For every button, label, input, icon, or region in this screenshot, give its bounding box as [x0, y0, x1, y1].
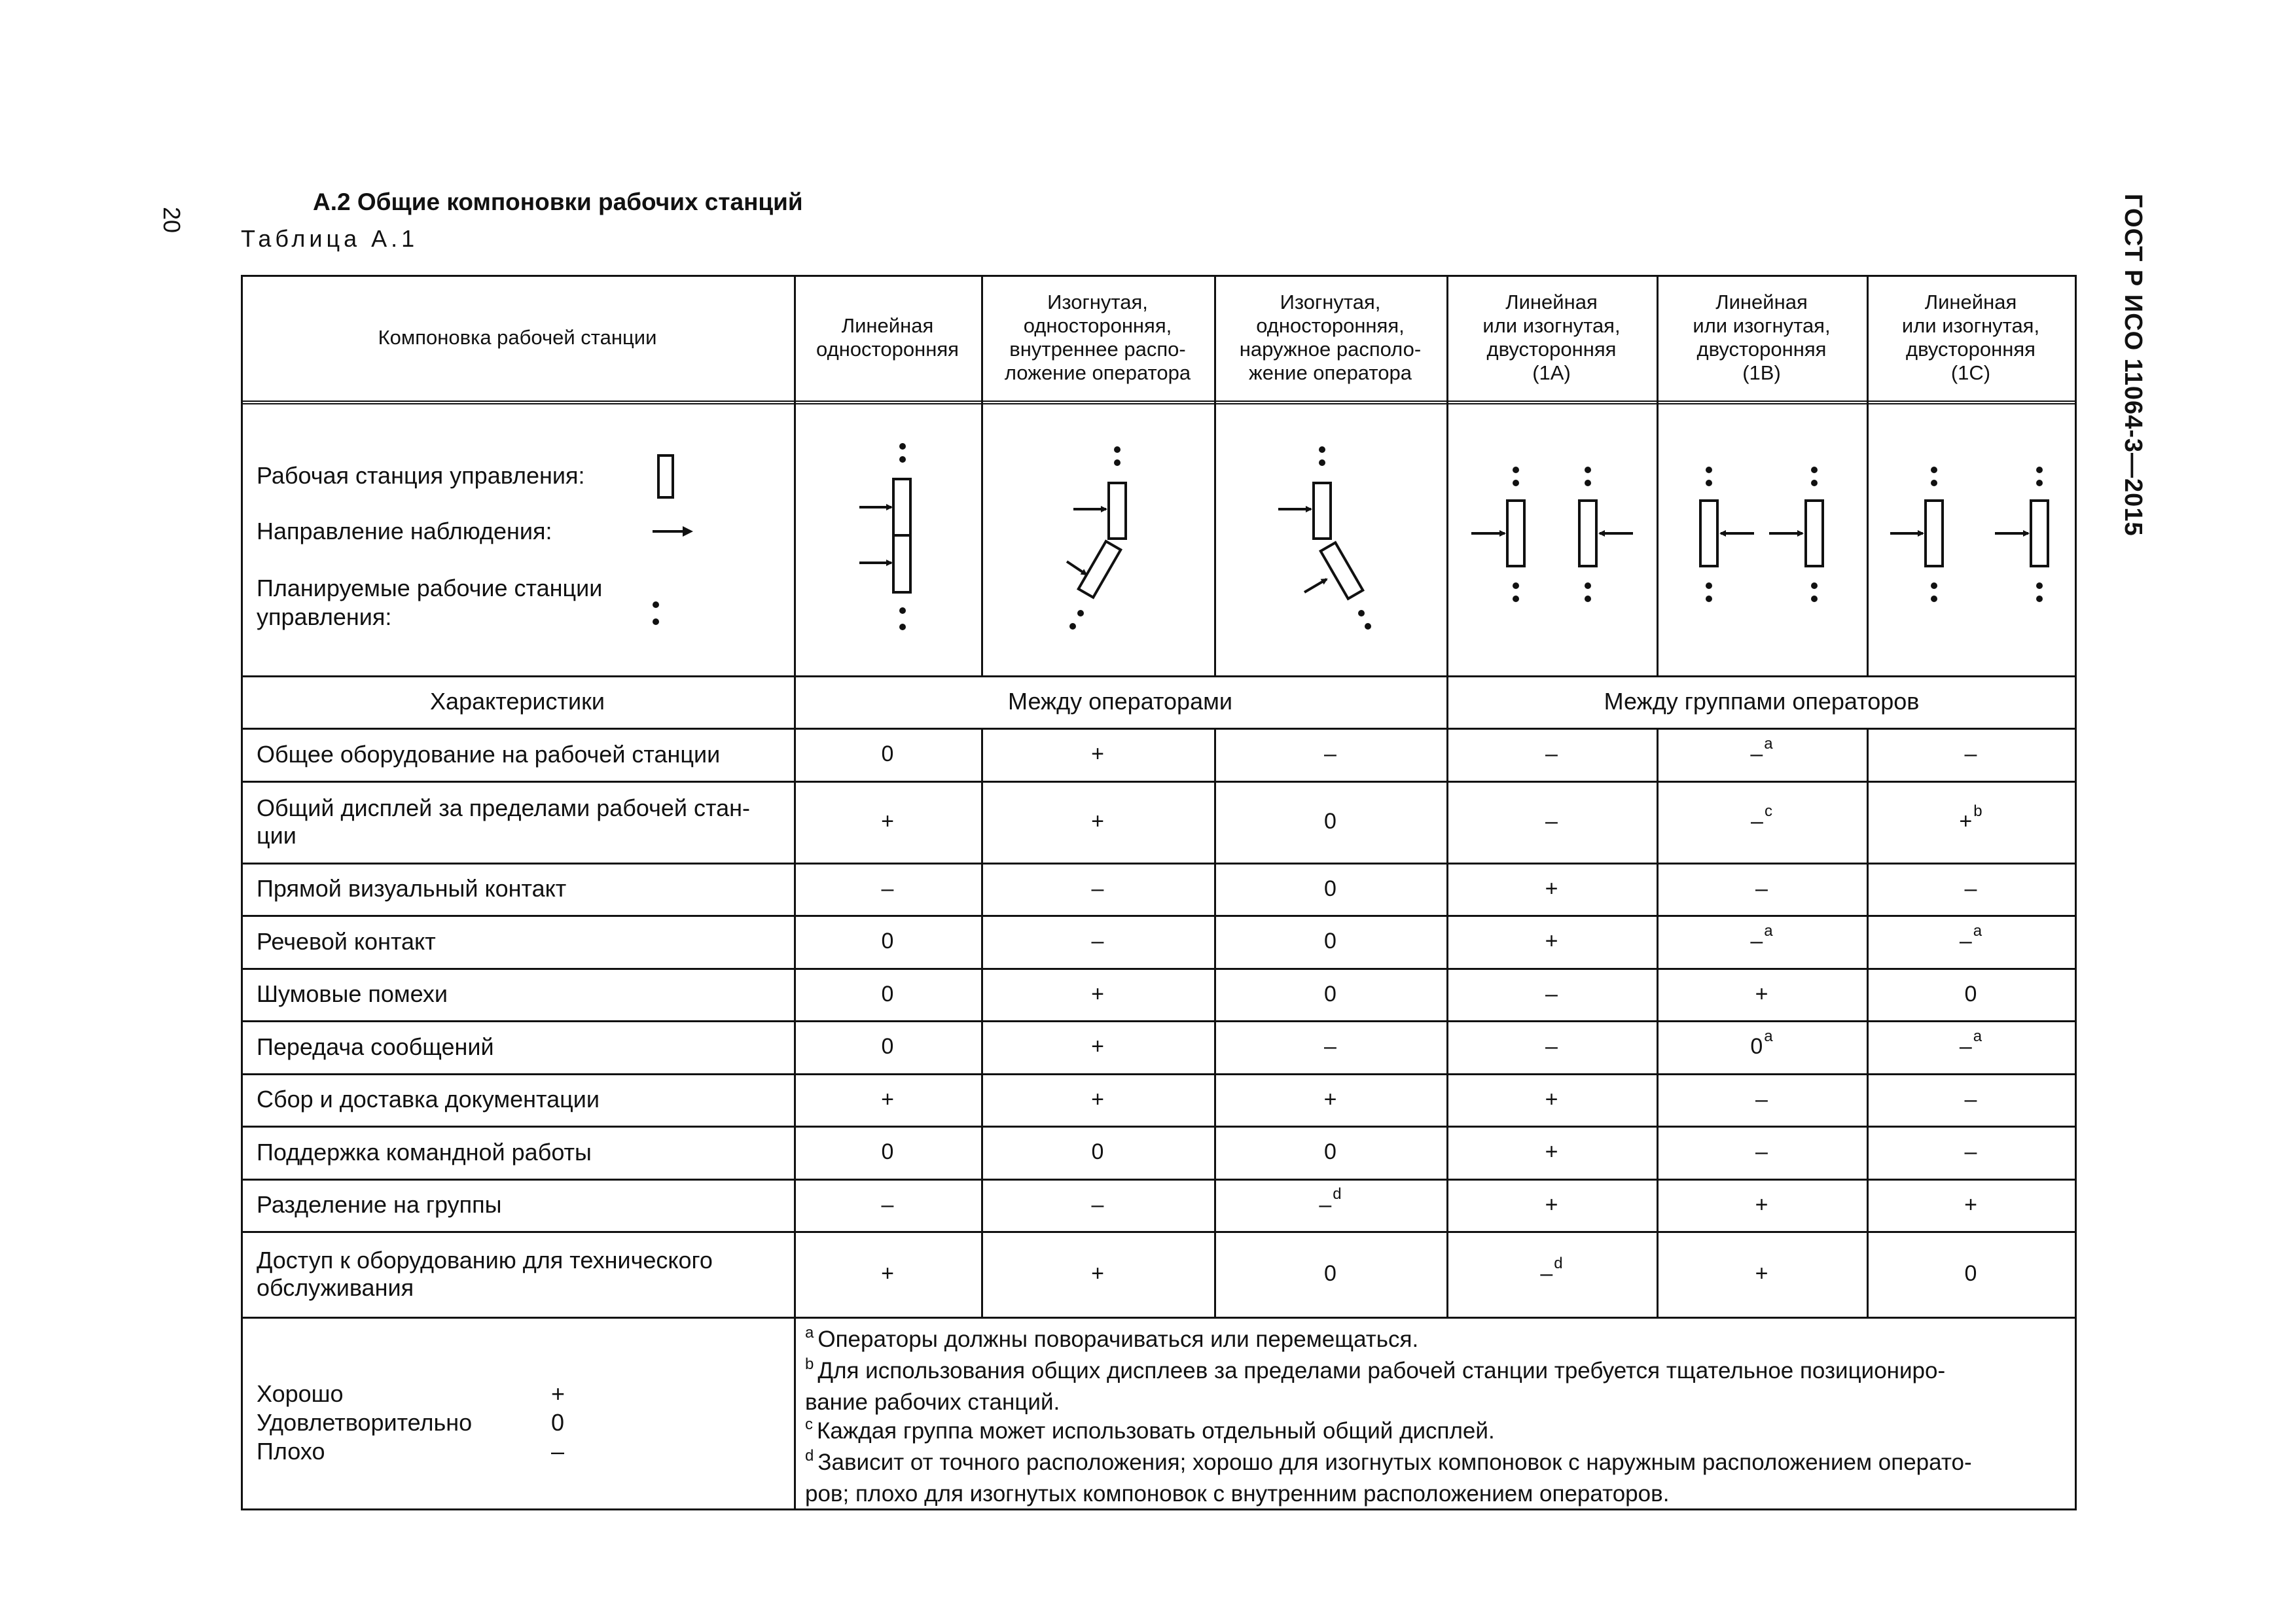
- rating-cell: –: [1091, 1192, 1104, 1217]
- footnote-line: вание рабочих станций.: [805, 1389, 1060, 1415]
- characteristic-label: Общее оборудование на рабочей станции: [257, 740, 721, 768]
- characteristic-label: Доступ к оборудованию для технического обслуживания: [257, 1246, 713, 1301]
- rating-cell: –: [1964, 876, 1977, 901]
- rating-cell: – a: [1959, 1027, 1982, 1059]
- group-between-operators: Между операторами: [1008, 688, 1232, 715]
- rating-cell: – d: [1319, 1185, 1342, 1217]
- layout-header: Компоновка рабочей станции: [378, 326, 657, 349]
- rating-cell: 0: [1324, 1139, 1336, 1164]
- rating-cell: 0: [1324, 876, 1336, 901]
- rating-cell: +: [1091, 809, 1104, 834]
- diagram-1b: [1700, 467, 1823, 602]
- footnote-mark: a: [1973, 921, 1982, 940]
- characteristic-label: Разделение на группы: [257, 1191, 502, 1218]
- legend-planned-label: Планируемые рабочие станции управления:: [257, 575, 603, 630]
- rating-cell: 0: [1324, 1261, 1336, 1286]
- section-title: А.2 Общие компоновки рабочих станций: [313, 188, 803, 215]
- characteristic-label: Поддержка командной работы: [257, 1138, 592, 1166]
- rating-cell: +: [1091, 1261, 1104, 1286]
- rating-cell: +: [1964, 1192, 1977, 1217]
- characteristic-label: Прямой визуальный контакт: [257, 875, 567, 902]
- footnote-line: $^d$ Зависит от точного расположения; хорошо для изогнутых компоновок с наружным расположением операто-: [805, 1447, 1972, 1475]
- rating-cell: 0: [881, 741, 894, 766]
- footnote-line: $^c$ Каждая группа может использовать отдельный общий дисплей.: [805, 1416, 1495, 1444]
- characteristic-label: Речевой контакт: [257, 927, 436, 955]
- rating-cell: +: [1545, 1086, 1558, 1112]
- rating-cell: 0: [1964, 981, 1977, 1007]
- page-number: 20: [158, 207, 185, 234]
- rating-cell: –: [1091, 929, 1104, 954]
- diagram-1a: [1471, 467, 1633, 602]
- document-header: ГОСТ Р ИСО 11064-3—2015: [2119, 194, 2147, 537]
- rating-cell: –: [1324, 741, 1336, 766]
- rating-cell: + b: [1959, 802, 1982, 834]
- rating-cell: 0: [1091, 1139, 1104, 1164]
- footnote-mark: b: [1973, 802, 1982, 820]
- footnote-mark: d: [1554, 1254, 1563, 1272]
- footnote-mark: a: [1764, 734, 1773, 753]
- rating-cell: – c: [1751, 802, 1772, 834]
- rating-cell: +: [1091, 1086, 1104, 1112]
- rating-cell: –: [1755, 1139, 1768, 1164]
- rating-cell: +: [881, 809, 894, 834]
- characteristic-label: Сбор и доставка документации: [257, 1086, 600, 1113]
- rating-cell: +: [1545, 929, 1558, 954]
- diagram-curved-inner: [1067, 446, 1126, 630]
- rating-cell: –: [881, 1192, 894, 1217]
- rating-cell: –: [881, 876, 894, 901]
- diagram-curved-outer: [1278, 446, 1371, 630]
- layouts-table: [241, 275, 2077, 1510]
- rating-cell: –: [1545, 741, 1558, 766]
- footnote-mark: a: [1973, 1027, 1982, 1045]
- rating-cell: –: [1964, 1139, 1977, 1164]
- diagram-linear-single: [859, 443, 910, 630]
- footnote-line: ров; плохо для изогнутых компоновок с внутренним расположением операторов.: [805, 1481, 1670, 1507]
- rating-cell: +: [1545, 876, 1558, 901]
- rating-legend: Хорошо + Удовлетворительно 0 Плохо –: [257, 1380, 565, 1465]
- rating-cell: 0: [1324, 809, 1336, 834]
- table-label: Таблица А.1: [241, 225, 419, 252]
- rating-cell: 0: [881, 981, 894, 1007]
- rating-cell: –: [1091, 876, 1104, 901]
- footnote-mark: c: [1764, 802, 1772, 820]
- rating-cell: +: [1545, 1139, 1558, 1164]
- rating-cell: 0: [1324, 981, 1336, 1007]
- rating-cell: +: [1323, 1086, 1337, 1112]
- rating-cell: – a: [1959, 921, 1982, 954]
- layout-diagrams: [241, 402, 2077, 675]
- rating-cell: 0: [881, 1034, 894, 1059]
- rating-cell: –: [1324, 1034, 1336, 1059]
- column-header-6: Линейная или изогнутая, двусторонняя (1С): [1901, 291, 2040, 384]
- rating-cell: +: [1091, 1034, 1104, 1059]
- characteristic-label: Передача сообщений: [257, 1033, 494, 1060]
- column-header-3: Изогнутая, односторонняя, наружное располо- жение оператора: [1239, 291, 1422, 384]
- rating-cell: –: [1545, 809, 1558, 834]
- rating-cell: +: [881, 1261, 894, 1286]
- column-header-4: Линейная или изогнутая, двусторонняя (1А): [1482, 291, 1621, 384]
- group-between-groups: Между группами операторов: [1604, 688, 1920, 715]
- footnote-mark: a: [1764, 1027, 1773, 1045]
- column-header-2: Изогнутая, односторонняя, внутреннее распо- ложение оператора: [1004, 291, 1191, 384]
- footnote-mark: d: [1333, 1185, 1342, 1203]
- rating-cell: –: [1755, 876, 1768, 901]
- rating-cell: –: [1964, 741, 1977, 766]
- rating-cell: 0: [1964, 1261, 1977, 1286]
- rating-cell: +: [1755, 1192, 1768, 1217]
- column-header-5: Линейная или изогнутая, двусторонняя (1В): [1693, 291, 1831, 384]
- column-header-1: Линейная односторонняя: [816, 314, 959, 361]
- rating-cell: –: [1545, 981, 1558, 1007]
- rating-cell: – a: [1750, 921, 1773, 954]
- rating-cell: +: [1091, 741, 1104, 766]
- rating-cell: +: [1545, 1192, 1558, 1217]
- rating-cell: – d: [1540, 1254, 1563, 1286]
- rating-cell: 0 a: [1750, 1027, 1773, 1059]
- footnote-line: $^a$ Операторы должны поворачиваться или перемещаться.: [805, 1324, 1419, 1352]
- rating-cell: –: [1755, 1086, 1768, 1112]
- characteristic-label: Шумовые помехи: [257, 980, 448, 1007]
- rating-cell: +: [1091, 981, 1104, 1007]
- rating-cell: +: [1755, 981, 1768, 1007]
- characteristic-label: Общий дисплей за пределами рабочей стан- ции: [257, 794, 750, 849]
- table-footnotes: [805, 1325, 2062, 1508]
- diagram-1c: [1890, 467, 2048, 602]
- rating-cell: – a: [1750, 734, 1773, 766]
- rating-cell: 0: [881, 1139, 894, 1164]
- rating-cell: –: [1545, 1034, 1558, 1059]
- characteristics-header: Характеристики: [430, 688, 605, 715]
- footnote-mark: a: [1764, 921, 1773, 940]
- rating-cell: +: [1755, 1261, 1768, 1286]
- footnote-line: $^b$ Для использования общих дисплеев за пределами рабочей станции требуется тщательное позициониро-: [805, 1355, 1946, 1383]
- legend-station-label: Рабочая станция управления:: [257, 462, 585, 489]
- legend-direction-label: Направление наблюдения:: [257, 518, 552, 544]
- rating-cell: 0: [1324, 929, 1336, 954]
- rating-cell: +: [881, 1086, 894, 1112]
- rating-cell: 0: [881, 929, 894, 954]
- rating-cell: –: [1964, 1086, 1977, 1112]
